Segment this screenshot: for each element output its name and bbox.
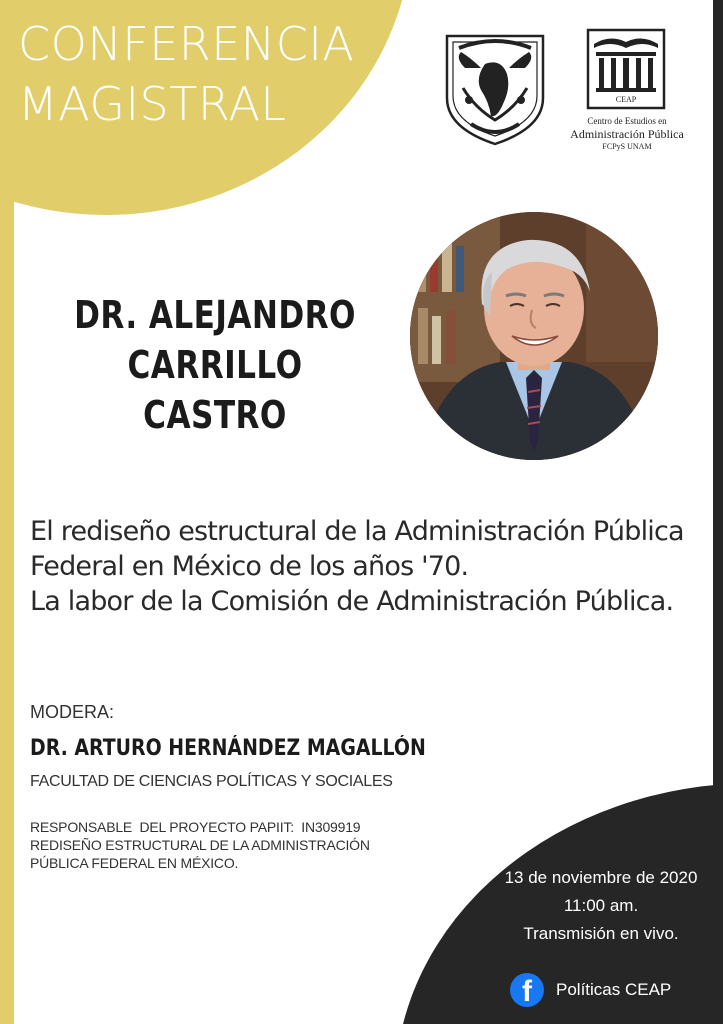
speaker-name-line-1: DR. ALEJANDRO xyxy=(74,293,356,337)
event-time: 11:00 am. xyxy=(563,896,639,915)
right-dark-stripe xyxy=(713,0,723,800)
facebook-link[interactable] xyxy=(510,973,671,1007)
ceap-caption xyxy=(560,116,694,152)
event-date: 13 de noviembre de 2020 xyxy=(504,868,698,887)
topic-line-2: Federal en México de los años '70. xyxy=(30,551,469,582)
project-line-1: RESPONSABLE DEL PROYECTO PAPIIT: IN309919 xyxy=(30,819,361,835)
speaker-photo xyxy=(410,212,658,460)
facebook-icon: f xyxy=(510,973,544,1007)
moderator-label: MODERA: xyxy=(30,702,115,722)
ceap-caption-line-3: FCPyS UNAM xyxy=(602,142,652,151)
speaker-name-line-2: CARRILLO CASTRO xyxy=(127,343,303,437)
topic-line-3: La labor de la Comisión de Administración Pública. xyxy=(30,586,674,617)
topic-line-1: El rediseño estructural de la Administración Pública xyxy=(30,516,684,547)
title-line-1: CONFERENCIA xyxy=(18,17,355,71)
ceap-caption-line-2: Administración Pública xyxy=(570,127,684,141)
event-info xyxy=(476,864,723,948)
title-line-2: MAGISTRAL xyxy=(18,77,287,131)
speaker-name xyxy=(63,290,366,440)
project-line-3: PÚBLICA FEDERAL EN MÉXICO. xyxy=(30,855,239,871)
moderator-name: DR. ARTURO HERNÁNDEZ MAGALLÓN xyxy=(30,736,426,761)
unam-crest-logo xyxy=(441,28,549,148)
ceap-building-logo xyxy=(586,28,666,110)
moderator-faculty: FACULTAD DE CIENCIAS POLÍTICAS Y SOCIALES xyxy=(30,773,393,790)
lecture-topic xyxy=(30,514,710,619)
ceap-logo-text: CEAP xyxy=(615,95,637,104)
ceap-caption-line-1: Centro de Estudios en xyxy=(587,116,667,126)
facebook-page-name: Políticas CEAP xyxy=(556,980,672,999)
speaker-portrait-illustration xyxy=(410,212,658,460)
project-info xyxy=(30,818,410,872)
project-line-2: REDISEÑO ESTRUCTURAL DE LA ADMINISTRACIÓN xyxy=(30,837,370,853)
event-broadcast: Transmisión en vivo. xyxy=(523,924,679,943)
poster-title xyxy=(18,14,354,134)
